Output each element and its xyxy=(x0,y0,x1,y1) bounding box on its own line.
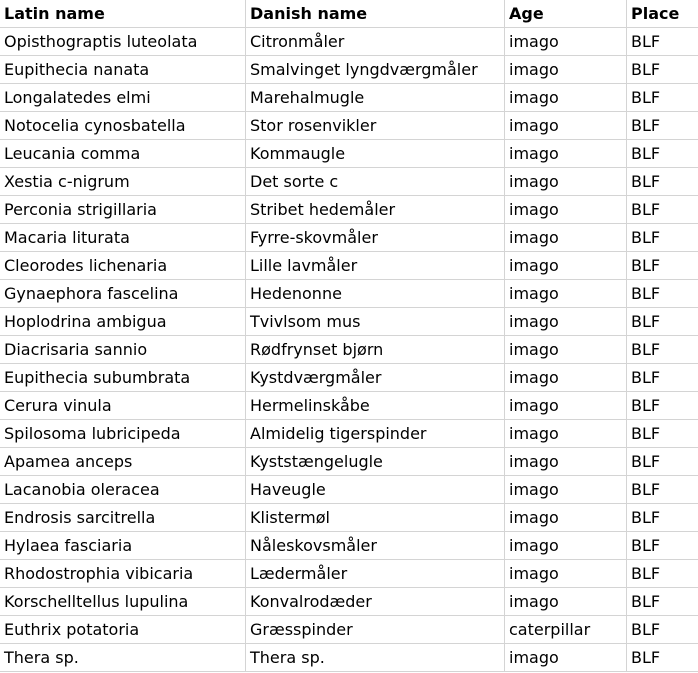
table-cell-danish-name[interactable]: Almidelig tigerspinder xyxy=(246,420,505,448)
table-cell-age[interactable]: imago xyxy=(505,336,627,364)
table-row xyxy=(0,140,698,168)
table-cell-place[interactable]: BLF xyxy=(627,476,698,504)
table-cell-place[interactable]: BLF xyxy=(627,392,698,420)
table-row xyxy=(0,28,698,56)
table-cell-danish-name[interactable]: Citronmåler xyxy=(246,28,505,56)
table-cell-place[interactable]: BLF xyxy=(627,140,698,168)
table-cell-place[interactable]: BLF xyxy=(627,420,698,448)
table-cell-age[interactable]: imago xyxy=(505,560,627,588)
table-cell-place[interactable]: BLF xyxy=(627,448,698,476)
header-row xyxy=(0,0,698,28)
table-cell-danish-name[interactable]: Rødfrynset bjørn xyxy=(246,336,505,364)
table-row xyxy=(0,644,698,672)
table-cell-age[interactable]: imago xyxy=(505,364,627,392)
table-row xyxy=(0,56,698,84)
table-cell-place[interactable]: BLF xyxy=(627,560,698,588)
table-row xyxy=(0,448,698,476)
table-cell-latin-name[interactable]: Xestia c-nigrum xyxy=(0,168,246,196)
table-row xyxy=(0,532,698,560)
table-cell-place[interactable]: BLF xyxy=(627,532,698,560)
table-cell-place[interactable]: BLF xyxy=(627,196,698,224)
table-cell-place[interactable]: BLF xyxy=(627,364,698,392)
table-row xyxy=(0,420,698,448)
table-row xyxy=(0,168,698,196)
table-cell-place[interactable]: BLF xyxy=(627,308,698,336)
table-row xyxy=(0,112,698,140)
table-cell-danish-name[interactable]: Græsspinder xyxy=(246,616,505,644)
table-cell-age[interactable]: imago xyxy=(505,588,627,616)
table-cell-latin-name[interactable]: Eupithecia nanata xyxy=(0,56,246,84)
table-row xyxy=(0,196,698,224)
table-cell-latin-name[interactable]: Leucania comma xyxy=(0,140,246,168)
table-cell-age[interactable]: imago xyxy=(505,420,627,448)
table-cell-age[interactable]: imago xyxy=(505,168,627,196)
table-cell-age[interactable]: imago xyxy=(505,392,627,420)
table-cell-latin-name[interactable]: Longalatedes elmi xyxy=(0,84,246,112)
table-cell-danish-name[interactable]: Konvalrodæder xyxy=(246,588,505,616)
table-cell-place[interactable]: BLF xyxy=(627,252,698,280)
table-cell-danish-name[interactable]: Thera sp. xyxy=(246,644,505,672)
table-cell-place[interactable]: BLF xyxy=(627,56,698,84)
table-cell-danish-name[interactable]: Smalvinget lyngdværgmåler xyxy=(246,56,505,84)
table-cell-age[interactable]: imago xyxy=(505,84,627,112)
header-cell-place[interactable]: Place xyxy=(627,0,698,28)
table-row xyxy=(0,308,698,336)
table-row xyxy=(0,84,698,112)
table-cell-age[interactable]: imago xyxy=(505,56,627,84)
table-cell-age[interactable]: imago xyxy=(505,644,627,672)
table-row xyxy=(0,364,698,392)
table-cell-latin-name[interactable]: Hylaea fasciaria xyxy=(0,532,246,560)
table-cell-danish-name[interactable]: Hedenonne xyxy=(246,280,505,308)
table-row xyxy=(0,224,698,252)
table-cell-danish-name[interactable]: Stribet hedemåler xyxy=(246,196,505,224)
table-cell-age[interactable]: imago xyxy=(505,252,627,280)
table-cell-age[interactable]: imago xyxy=(505,308,627,336)
table-cell-age[interactable]: imago xyxy=(505,476,627,504)
table-cell-latin-name[interactable]: Endrosis sarcitrella xyxy=(0,504,246,532)
table-cell-age[interactable]: imago xyxy=(505,224,627,252)
table-cell-age[interactable]: imago xyxy=(505,112,627,140)
table-cell-latin-name[interactable]: Cleorodes lichenaria xyxy=(0,252,246,280)
table-row xyxy=(0,504,698,532)
header-cell-latin-name[interactable]: Latin name xyxy=(0,0,246,28)
table-cell-latin-name[interactable]: Macaria liturata xyxy=(0,224,246,252)
table-cell-place[interactable]: BLF xyxy=(627,616,698,644)
table-cell-danish-name[interactable]: Marehalmugle xyxy=(246,84,505,112)
table-cell-latin-name[interactable]: Thera sp. xyxy=(0,644,246,672)
table-row xyxy=(0,560,698,588)
table-cell-danish-name[interactable]: Kyststængelugle xyxy=(246,448,505,476)
table-cell-place[interactable]: BLF xyxy=(627,336,698,364)
table-body xyxy=(0,28,698,672)
table-cell-age[interactable]: imago xyxy=(505,448,627,476)
table-cell-latin-name[interactable]: Apamea anceps xyxy=(0,448,246,476)
table-cell-latin-name[interactable]: Rhodostrophia vibicaria xyxy=(0,560,246,588)
table-row xyxy=(0,280,698,308)
table-cell-danish-name[interactable]: Kystdværgmåler xyxy=(246,364,505,392)
table-cell-latin-name[interactable]: Euthrix potatoria xyxy=(0,616,246,644)
table-cell-danish-name[interactable]: Fyrre-skovmåler xyxy=(246,224,505,252)
table-cell-danish-name[interactable]: Haveugle xyxy=(246,476,505,504)
table-cell-place[interactable]: BLF xyxy=(627,504,698,532)
table-header xyxy=(0,0,698,28)
table-cell-place[interactable]: BLF xyxy=(627,28,698,56)
table-row xyxy=(0,336,698,364)
table-cell-danish-name[interactable]: Kommaugle xyxy=(246,140,505,168)
table-cell-place[interactable]: BLF xyxy=(627,168,698,196)
table-cell-age[interactable]: imago xyxy=(505,196,627,224)
table-row xyxy=(0,476,698,504)
table-cell-danish-name[interactable]: Stor rosenvikler xyxy=(246,112,505,140)
table-cell-latin-name[interactable]: Gynaephora fascelina xyxy=(0,280,246,308)
table-cell-place[interactable]: BLF xyxy=(627,588,698,616)
table-cell-age[interactable]: imago xyxy=(505,28,627,56)
table-row xyxy=(0,252,698,280)
table-cell-latin-name[interactable]: Korschelltellus lupulina xyxy=(0,588,246,616)
table-cell-place[interactable]: BLF xyxy=(627,280,698,308)
table-row xyxy=(0,616,698,644)
table-cell-danish-name[interactable]: Det sorte c xyxy=(246,168,505,196)
table-cell-danish-name[interactable]: Lille lavmåler xyxy=(246,252,505,280)
table-cell-latin-name[interactable]: Notocelia cynosbatella xyxy=(0,112,246,140)
table-cell-danish-name[interactable]: Klistermøl xyxy=(246,504,505,532)
table-cell-latin-name[interactable]: Hoplodrina ambigua xyxy=(0,308,246,336)
table-row xyxy=(0,392,698,420)
table-cell-danish-name[interactable]: Lædermåler xyxy=(246,560,505,588)
table-cell-danish-name[interactable]: Nåleskovsmåler xyxy=(246,532,505,560)
table-cell-latin-name[interactable]: Spilosoma lubricipeda xyxy=(0,420,246,448)
table-cell-danish-name[interactable]: Tvivlsom mus xyxy=(246,308,505,336)
table-cell-latin-name[interactable]: Eupithecia subumbrata xyxy=(0,364,246,392)
table-cell-age[interactable]: imago xyxy=(505,504,627,532)
table-cell-place[interactable]: BLF xyxy=(627,84,698,112)
header-cell-danish-name[interactable]: Danish name xyxy=(246,0,505,28)
header-cell-age[interactable]: Age xyxy=(505,0,627,28)
table-cell-place[interactable]: BLF xyxy=(627,644,698,672)
table-cell-age[interactable]: caterpillar xyxy=(505,616,627,644)
table-cell-place[interactable]: BLF xyxy=(627,224,698,252)
table-cell-danish-name[interactable]: Hermelinskåbe xyxy=(246,392,505,420)
table-cell-age[interactable]: imago xyxy=(505,532,627,560)
table-cell-age[interactable]: imago xyxy=(505,280,627,308)
table-cell-place[interactable]: BLF xyxy=(627,112,698,140)
table-cell-latin-name[interactable]: Opisthograptis luteolata xyxy=(0,28,246,56)
table-cell-age[interactable]: imago xyxy=(505,140,627,168)
table-cell-latin-name[interactable]: Diacrisaria sannio xyxy=(0,336,246,364)
table-cell-latin-name[interactable]: Cerura vinula xyxy=(0,392,246,420)
table-cell-latin-name[interactable]: Perconia strigillaria xyxy=(0,196,246,224)
table-cell-latin-name[interactable]: Lacanobia oleracea xyxy=(0,476,246,504)
table-row xyxy=(0,588,698,616)
